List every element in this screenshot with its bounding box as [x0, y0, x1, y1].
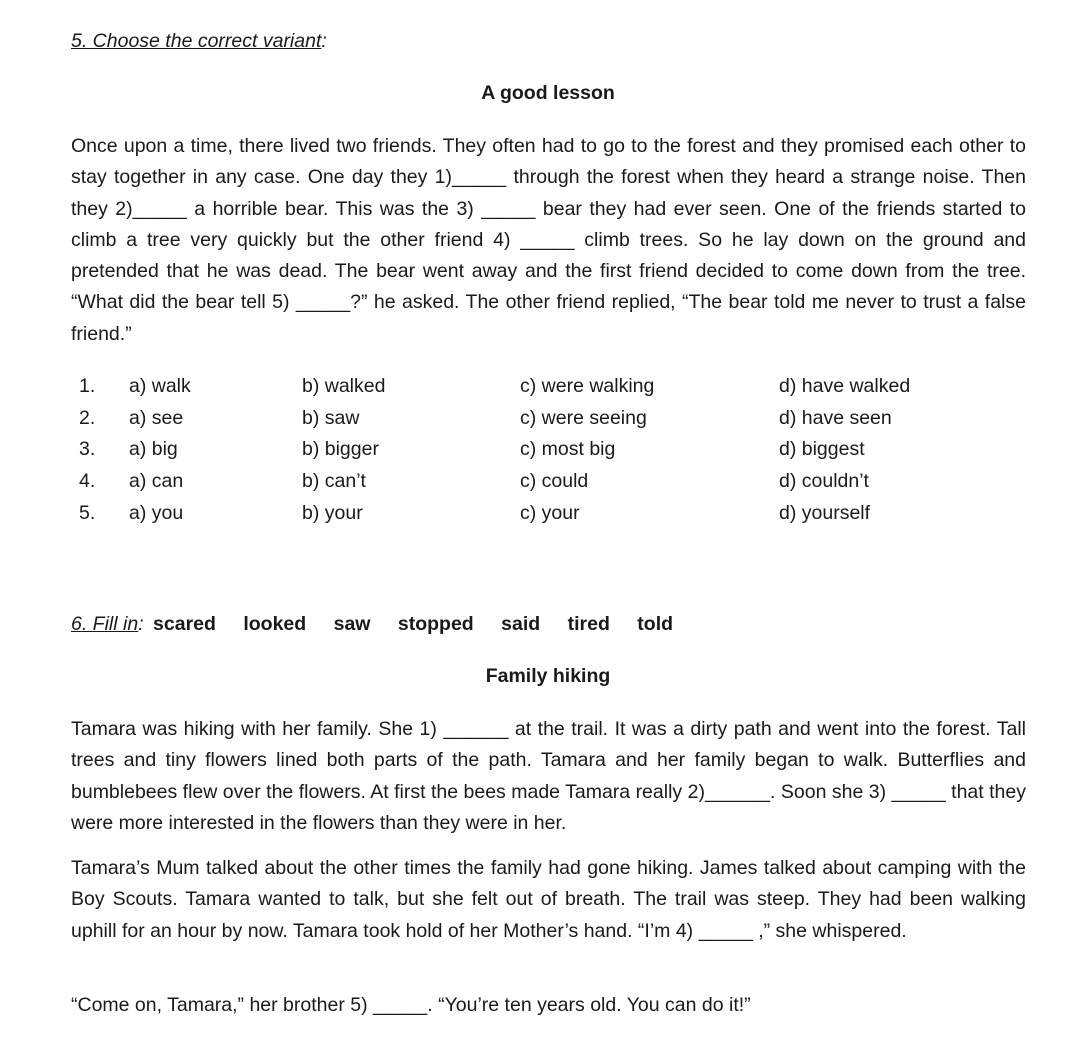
- word-bank-item: tired: [567, 613, 610, 635]
- word-bank-item: told: [637, 613, 674, 635]
- answer-options-table: [79, 371, 979, 529]
- option-a[interactable]: a) walk: [129, 375, 191, 398]
- word-bank-item: stopped: [397, 613, 474, 635]
- story-1-title: A good lesson: [481, 82, 615, 104]
- option-c[interactable]: c) your: [520, 501, 580, 524]
- option-b[interactable]: b) walked: [302, 375, 386, 398]
- option-b[interactable]: b) saw: [302, 406, 360, 429]
- task-6-colon: :: [138, 613, 144, 635]
- story-2-paragraph-3: “Come on, Tamara,” her brother 5) _____. “You’re ten years old. You can do it!”: [71, 994, 751, 1016]
- task-6-heading: [71, 613, 695, 636]
- option-c[interactable]: c) most big: [520, 438, 616, 461]
- option-number: 3.: [79, 438, 96, 461]
- option-d[interactable]: d) have walked: [779, 375, 911, 398]
- word-bank-item: looked: [243, 613, 307, 635]
- option-a[interactable]: a) see: [129, 406, 184, 429]
- word-bank-item: said: [501, 613, 541, 635]
- option-a[interactable]: a) you: [129, 501, 184, 524]
- option-d[interactable]: d) biggest: [779, 438, 865, 461]
- word-bank: [149, 613, 695, 635]
- option-a[interactable]: a) can: [129, 470, 184, 493]
- option-d[interactable]: d) couldn’t: [779, 470, 869, 493]
- option-number: 4.: [79, 470, 96, 493]
- option-row: [79, 403, 979, 435]
- option-b[interactable]: b) bigger: [302, 438, 379, 461]
- option-c[interactable]: c) could: [520, 470, 589, 493]
- story-2-paragraph-1: Tamara was hiking with her family. She 1) ______ at the trail. It was a dirty path and went into the forest. Tall trees and tiny flowers lined both parts of the path. Tamara and her family began to walk. Butterflies and bumblebees flew over the flowers. At first the bees made Tamara really 2)______. Soon she 3) _____ that they were more interested in the flowers than they were in her.: [71, 718, 1026, 834]
- task-5-colon: :: [321, 30, 327, 52]
- option-c[interactable]: c) were seeing: [520, 406, 647, 429]
- option-d[interactable]: d) have seen: [779, 406, 892, 429]
- task-5-heading: [71, 30, 327, 53]
- story-2-title: Family hiking: [485, 665, 611, 687]
- option-number: 1.: [79, 375, 96, 398]
- task-6-label: 6. Fill in: [71, 613, 139, 635]
- word-bank-item: scared: [153, 613, 216, 635]
- story-2-paragraph-2: Tamara’s Mum talked about the other times the family had gone hiking. James talked about camping with the Boy Scouts. Tamara wanted to talk, but she felt out of breath. The trail was steep. They had been walking uphill for an hour by now. Tamara took hold of her Mother’s hand. “I’m 4) _____ ,” she whispered.: [71, 857, 1026, 942]
- option-number: 5.: [79, 501, 96, 524]
- option-row: [79, 466, 979, 498]
- option-row: [79, 434, 979, 466]
- option-c[interactable]: c) were walking: [520, 375, 655, 398]
- option-b[interactable]: b) your: [302, 501, 363, 524]
- option-row: [79, 497, 979, 529]
- option-d[interactable]: d) yourself: [779, 501, 871, 524]
- option-a[interactable]: a) big: [129, 438, 178, 461]
- story-1-text: Once upon a time, there lived two friends. They often had to go to the forest and they promised each other to stay together in any case. One day they 1)_____ through the forest when they heard a strange noise. Then they 2)_____ a horrible bear. This was the 3) _____ bear they had ever seen. One of the friends started to climb a tree very quickly but the other friend 4) _____ climb trees. So he lay down on the ground and pretended that he was dead. The bear went away and the first friend decided to come down from the tree. “What did the bear tell 5) _____?” he asked. The other friend replied, “The bear told me never to trust a false friend.”: [71, 135, 1026, 345]
- option-b[interactable]: b) can’t: [302, 470, 366, 493]
- option-row: [79, 371, 979, 403]
- task-5-label: 5. Choose the correct variant: [71, 30, 322, 52]
- word-bank-item: saw: [333, 613, 371, 635]
- option-number: 2.: [79, 406, 96, 429]
